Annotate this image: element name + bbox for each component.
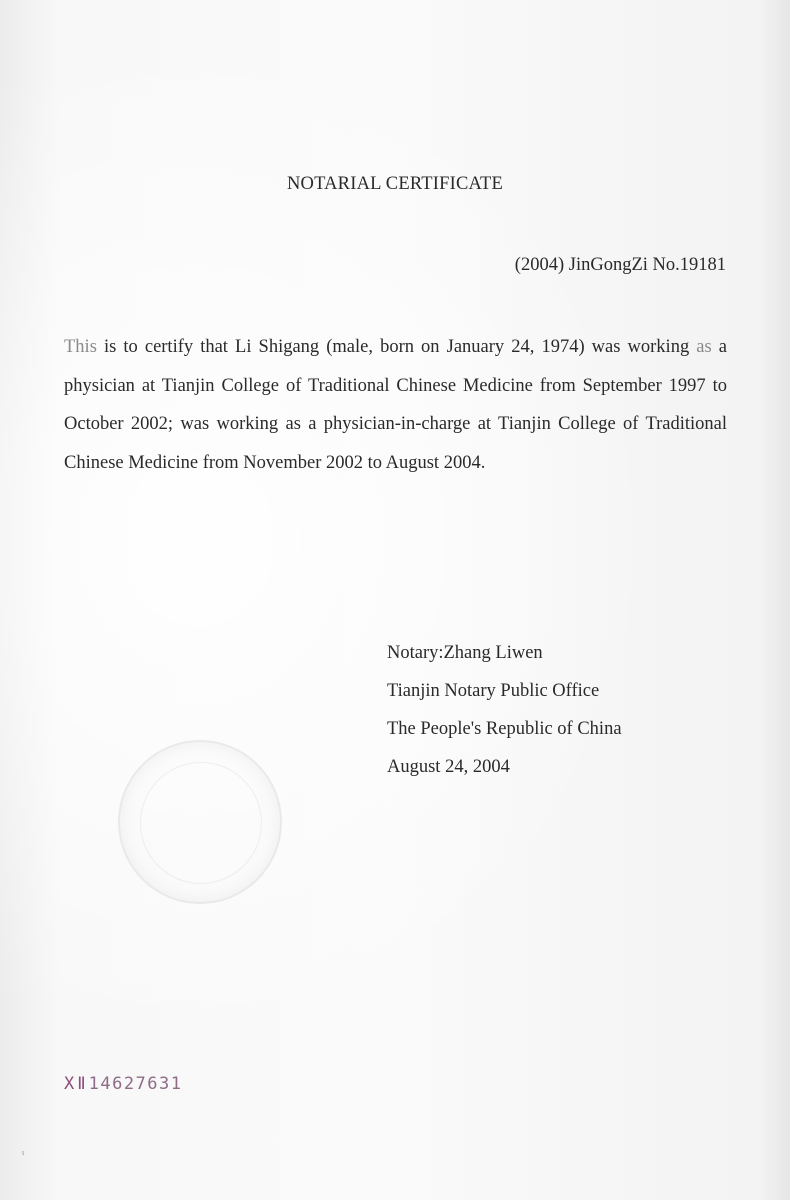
reference-number: (2004) JinGongZi No.19181 — [514, 255, 726, 275]
embossed-seal — [118, 740, 282, 904]
body-text-rest: a physician at Tianjin College of Traditional Chinese Medicine from September 1997 to October 2002; was working as a physician-in-charge at Tianjin College of Traditional Chinese Medicine from November 2002 to August 2004. — [64, 337, 727, 473]
document-title: NOTARIAL CERTIFICATE — [286, 174, 504, 194]
serial-prefix: XⅡ — [64, 1074, 89, 1094]
serial-number — [64, 1074, 183, 1094]
notary-name: Notary:Zhang Liwen — [387, 643, 543, 663]
notary-country: The People's Republic of China — [387, 719, 622, 739]
body-lead-word: This — [64, 337, 97, 357]
margin-mark: ι — [22, 1148, 25, 1157]
notary-office: Tianjin Notary Public Office — [387, 681, 600, 701]
serial-digits: 14627631 — [88, 1074, 183, 1094]
certificate-body — [64, 328, 727, 482]
body-line-2-lead: as — [696, 337, 712, 357]
embossed-seal-inner-ring — [140, 762, 262, 884]
body-line-1: is to certify that Li Shigang (male, born on January 24, 1974) was working — [96, 337, 690, 357]
notary-date: August 24, 2004 — [387, 757, 510, 777]
signature-block — [387, 634, 622, 786]
